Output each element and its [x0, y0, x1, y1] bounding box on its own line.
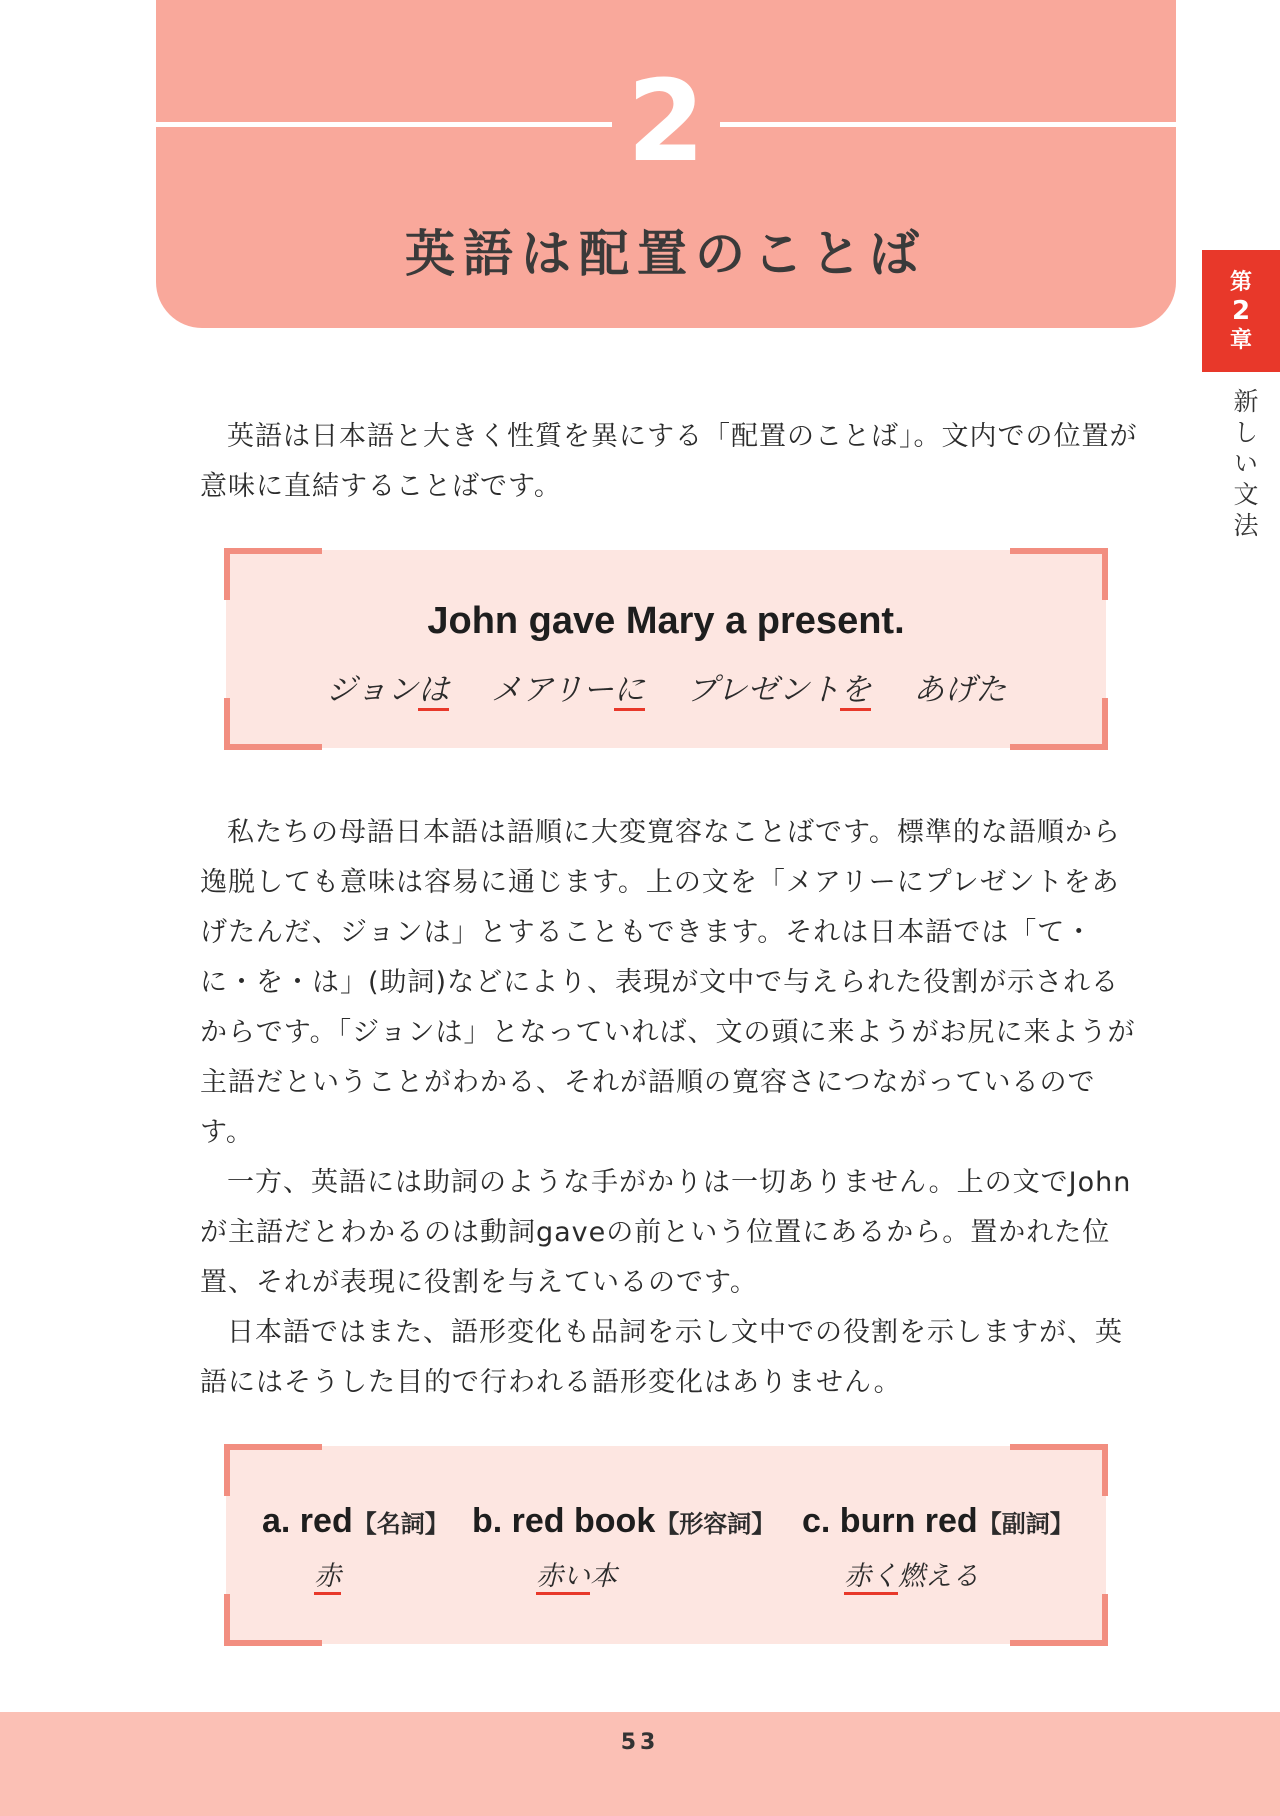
intro-paragraph	[200, 412, 1140, 512]
pos-english: b. red book	[472, 1502, 656, 1540]
chapter-number: 2	[627, 57, 705, 187]
pos-tag: 【副詞】	[977, 1510, 1074, 1538]
gloss-particle: は	[418, 672, 449, 711]
chapter-tab-number: 2	[1231, 296, 1251, 326]
pos-tag: 【名詞】	[352, 1510, 449, 1538]
chapter-tab-suffix: 章	[1229, 328, 1252, 353]
chapter-tab	[1202, 250, 1280, 372]
gloss-particle: を	[840, 672, 871, 711]
chapter-header	[156, 0, 1176, 328]
corner-bracket	[1010, 1444, 1108, 1496]
intro-text: 英語は日本語と大きく性質を異にする「配置のことば」。文内での位置が意味に直結することばです。	[200, 421, 1138, 502]
gloss-base: プレゼント	[686, 672, 841, 708]
body-paragraph: 私たちの母語日本語は語順に大変寛容なことばです。標準的な語順から逸脱しても意味は容易に通じます。上の文を「メアリーにプレゼントをあげたんだ、ジョンは」とすることもできます。それは日本語では「て・に・を・は」(助詞)などにより、表現が文中で与えられた役割が示されるからです。「ジョンは」となっていれば、文の頭に来ようがお尻に来ようが主語だということがわかる、それが語順の寛容さにつながっているのです。	[200, 817, 1136, 1148]
corner-bracket	[224, 1444, 322, 1496]
page-footer	[0, 1712, 1280, 1816]
pos-example-adjective	[472, 1502, 776, 1592]
body-text	[200, 808, 1140, 1408]
section-title: 英語は配置のことば	[405, 225, 927, 283]
example-box-sentence	[226, 550, 1106, 748]
gloss-word	[687, 672, 872, 708]
body-paragraph: 一方、英語には助詞のような手がかりは一切ありません。上の文でJohnが主語だとわかるのは動詞gaveの前という位置にあるから。置かれた位置、それが表現に役割を与えているのです。	[200, 1167, 1132, 1298]
pos-japanese-underlined: 赤い	[536, 1561, 590, 1595]
gloss-word	[326, 672, 449, 708]
gloss-base: メアリー	[491, 672, 614, 708]
pos-japanese-rest: 燃える	[898, 1561, 979, 1592]
pos-examples	[226, 1502, 1106, 1622]
japanese-gloss	[226, 664, 1106, 709]
chapter-side-label: 新しい文法	[1230, 388, 1259, 543]
page-number: 53	[620, 1730, 660, 1755]
header-divider-left	[156, 122, 612, 127]
corner-bracket	[224, 548, 322, 600]
gloss-particle: に	[614, 672, 645, 711]
example-box-parts-of-speech	[226, 1446, 1106, 1644]
corner-bracket	[1010, 548, 1108, 600]
pos-tag: 【形容詞】	[655, 1510, 776, 1538]
pos-english: a. red	[262, 1502, 353, 1540]
gloss-word	[913, 672, 1006, 708]
pos-example-adverb	[802, 1502, 1074, 1592]
chapter-tab-prefix: 第	[1229, 270, 1252, 295]
pos-example-noun	[262, 1502, 449, 1592]
gloss-base: あげた	[913, 672, 1007, 708]
pos-japanese-underlined: 赤	[314, 1561, 341, 1595]
pos-japanese-rest: 本	[590, 1561, 617, 1592]
english-sentence: John gave Mary a present.	[427, 600, 905, 642]
gloss-base: ジョン	[325, 672, 419, 708]
pos-japanese	[314, 1554, 341, 1593]
pos-japanese	[844, 1554, 979, 1593]
pos-japanese	[536, 1554, 617, 1593]
body-paragraph: 日本語ではまた、語形変化も品詞を示し文中での役割を示しますが、英語にはそうした目的で行われる語形変化はありません。	[200, 1317, 1123, 1398]
header-divider-right	[720, 122, 1176, 127]
pos-japanese-underlined: 赤く	[844, 1561, 898, 1595]
gloss-word	[491, 672, 645, 708]
pos-english: c. burn red	[802, 1502, 978, 1540]
